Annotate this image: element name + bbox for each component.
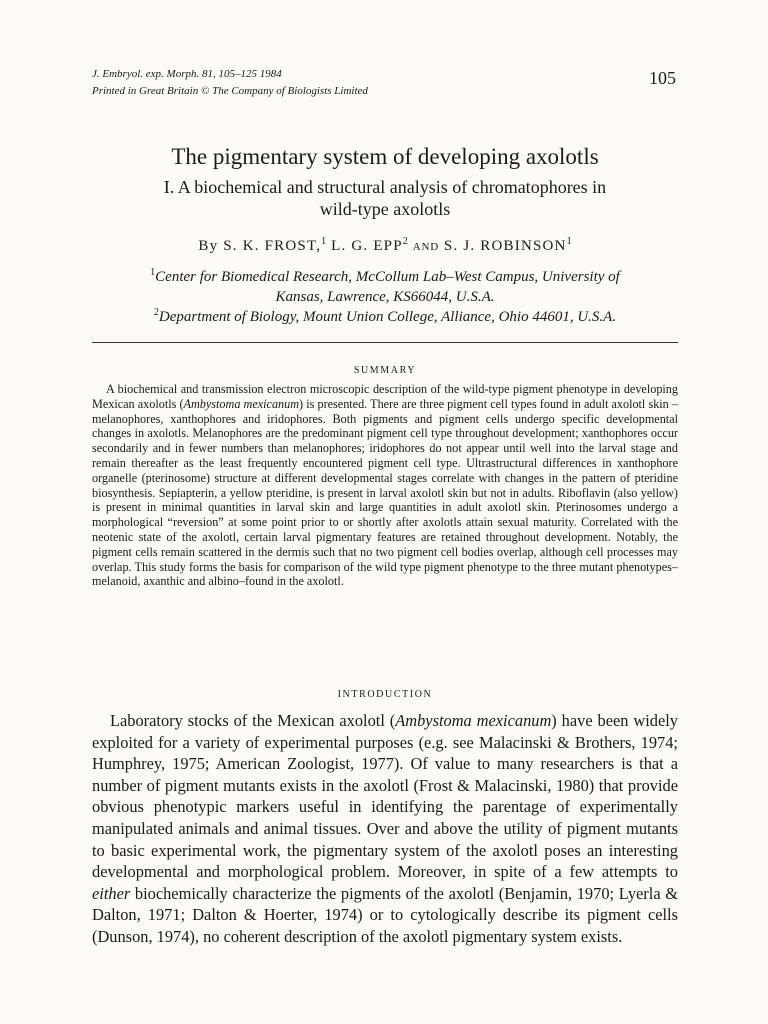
author-3: S. J. ROBINSON bbox=[443, 238, 567, 254]
journal-citation bbox=[92, 66, 592, 100]
affiliation-1-line-2: Kansas, Lawrence, KS66044, U.S.A. bbox=[275, 289, 495, 305]
intro-species-name: Ambystoma mexicanum bbox=[395, 711, 552, 730]
author-1-affil-mark: 1 bbox=[321, 236, 327, 247]
affiliation-2-line-1: Department of Biology, Mount Union College, Alliance, Ohio 44601, U.S.A. bbox=[158, 309, 617, 325]
intro-text-3: biochemically characterize the pigments of the axolotl (Benjamin, 1970; Lyerla & Dalton, 1971; Dalton & Hoerter, 1974) or to cytologically describe its pigment cells (Dunson, 1974), no coherent description of the axolotl pigmentary system exists. bbox=[92, 883, 678, 946]
affiliation-1-line-1: Center for Biomedical Research, McCollum Lab–West Campus, University of bbox=[155, 269, 620, 285]
subtitle-line-2: wild-type axolotls bbox=[319, 199, 451, 219]
author-2: L. G. EPP bbox=[331, 238, 403, 254]
divider-rule bbox=[92, 342, 678, 343]
printed-line: Printed in Great Britain © The Company of Biologists Limited bbox=[92, 85, 368, 97]
and-conjunction: AND bbox=[412, 241, 439, 253]
summary-heading: SUMMARY bbox=[353, 365, 417, 376]
affiliation-2 bbox=[92, 303, 678, 327]
intro-text-1: Laboratory stocks of the Mexican axolotl ( bbox=[110, 711, 396, 730]
summary-text-2: ) is presented. There are three pigment cell types found in adult axolotl skin – melanophores, xanthophores and iridophores. Both pigments and pigment cells undergo specific developmental changes in axolotls. Melanophores are the predominant pigment cell type throughout development; xanthophores occur secondarily and in fewer numbers than melanophores; iridophores do not appear until well into the larval stage and remain thereafter as the least frequently encountered pigment cell type. Ultrastructural differences in xanthophore organelle (pterinosome) structure at different developmental stages correlate with changes in the pattern of pteridine biosynthesis. Sepiapterin, a yellow pteridine, is present in larval axolotl skin but not in adults. Riboflavin (also yellow) is present in minimal quantities in larval skin and large quantities in adult axolotl skin. Pterinosomes undergo a morphological “reversion” at some point prior to or shortly after axolotls attain sexual maturity. Correlated with the neotenic state of the axolotl, certain larval pigmentary features are retained throughout development. Notably, the pigment cells remain scattered in the dermis such that no two pigment cell bodies overlap, although cell processes may overlap. This study forms the basis for comparison of the wild type pigment phenotype to the three mutant phenotypes–melanoid, axanthic and albino–found in the axolotl. bbox=[92, 396, 678, 589]
intro-text-2: ) have been widely exploited for a variety of experimental purposes (e.g. see Malacinski & Brothers, 1974; Humphrey, 1975; American Zoologist, 1977). Of value to many researchers is that a number of pigment mutants exists in the axolotl (Frost & Malacinski, 1980) that provide obvious phenotypic markers useful in identifying the parentage of experimentally manipulated animals and animal tissues. Over and above the utility of pigment mutants to basic experimental work, the pigmentary system of the axolotl poses an interesting developmental and morphological problem. Moreover, in spite of a few attempts to bbox=[92, 711, 678, 882]
author-2-affil-mark: 2 bbox=[402, 236, 408, 247]
summary-paragraph bbox=[92, 382, 678, 589]
intro-either-emphasis: either bbox=[92, 883, 131, 903]
introduction-paragraph bbox=[92, 710, 678, 948]
affiliation-1-mark: 1 bbox=[150, 267, 156, 278]
subtitle-line-1: I. A biochemical and structural analysis of chromatophores in bbox=[163, 177, 607, 197]
article-subtitle bbox=[92, 176, 678, 220]
by-label: By bbox=[198, 238, 219, 254]
page-number: 105 bbox=[649, 68, 676, 88]
introduction-heading: INTRODUCTION bbox=[337, 689, 433, 700]
summary-text-1: A biochemical and transmission electron microscopic description of the wild-type pigment phenotype in developing Mexican axolotls ( bbox=[92, 382, 678, 411]
article-title: The pigmentary system of developing axolotls bbox=[171, 144, 599, 169]
author-3-affil-mark: 1 bbox=[566, 236, 572, 247]
affiliation-2-mark: 2 bbox=[153, 307, 159, 318]
author-1: S. K. FROST, bbox=[223, 238, 322, 254]
journal-line: J. Embryol. exp. Morph. 81, 105–125 1984 bbox=[92, 68, 282, 80]
summary-species-name: Ambystoma mexicanum bbox=[183, 396, 300, 411]
author-line bbox=[92, 236, 678, 255]
affiliation-1 bbox=[92, 263, 678, 307]
